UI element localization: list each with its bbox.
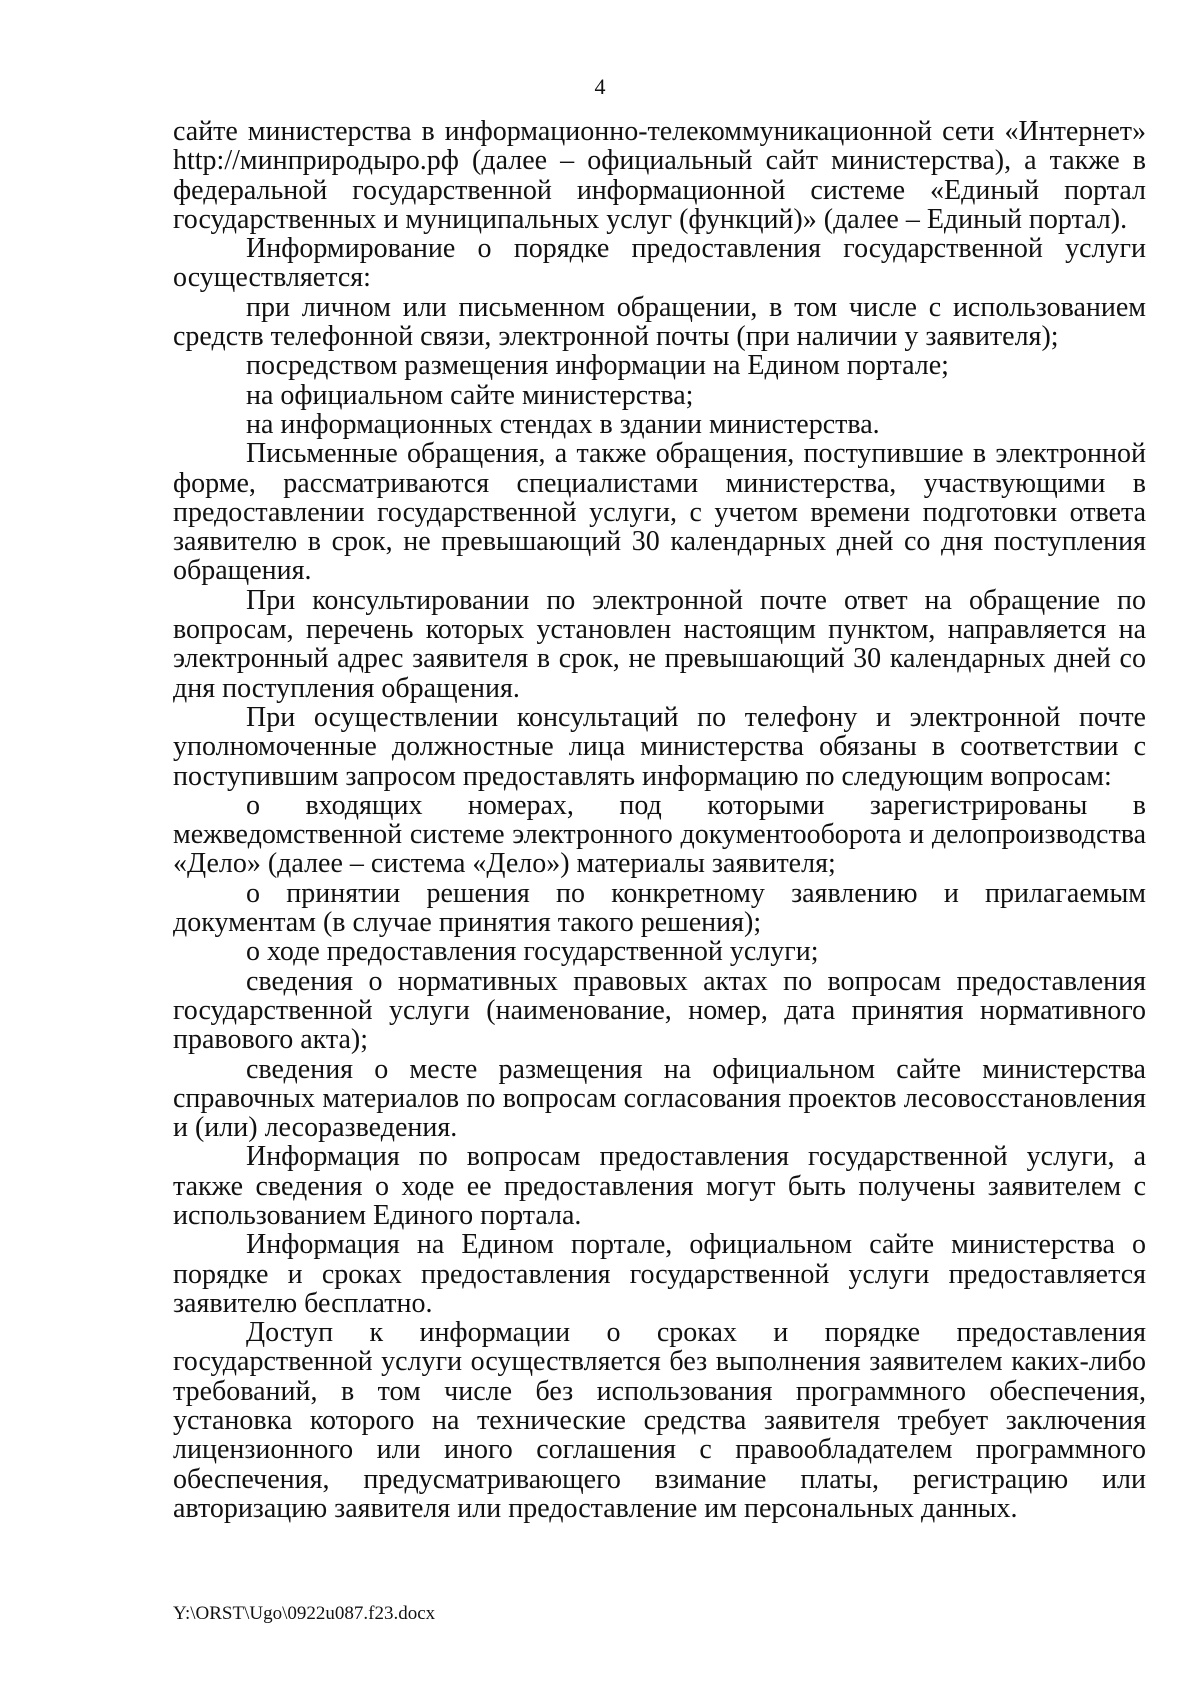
- document-body: [173, 117, 1146, 1523]
- paragraph-informing-personal: при личном или письменном обращении, в том числе с использованием средств телефонной связи, электронной почты (при наличии у заявителя);: [173, 291, 1146, 353]
- paragraph-legal-acts: сведения о нормативных правовых актах по вопросам предоставления государственной услуги (наименование, номер, дата принятия нормативного правового акта);: [173, 965, 1146, 1056]
- footer-file-path: Y:\ORST\Ugo\0922u087.f23.docx: [173, 1603, 436, 1624]
- paragraph-informing-stands: на информационных стендах в здании министерства.: [246, 408, 880, 440]
- paragraph-email-consulting: При консультировании по электронной почте ответ на обращение по вопросам, перечень которых установлен настоящим пунктом, направляется на электронный адрес заявителя в срок, не превышающий 30 календарных дней со дня поступления обращения.: [173, 584, 1146, 704]
- paragraph-portal-info: Информация по вопросам предоставления государственной услуги, а также сведения о ходе ее предоставления могут быть получены заявителем с использованием Единого портала.: [173, 1141, 1146, 1231]
- page-number: 4: [594, 74, 606, 99]
- paragraph-free-info: Информация на Едином портале, официальном сайте министерства о порядке и сроках предоставления государственной услуги предоставляется заявителю бесплатно.: [173, 1229, 1146, 1319]
- paragraph-progress: о ходе предоставления государственной услуги;: [246, 936, 819, 968]
- paragraph-informing-site: на официальном сайте министерства;: [246, 379, 694, 411]
- paragraph-informing-intro: Информирование о порядке предоставления государственной услуги осуществляется:: [173, 233, 1146, 294]
- paragraph-phone-consulting: При осуществлении консультаций по телефону и электронной почте уполномоченные должностные лица министерства обязаны в соответствии с поступившим запросом предоставлять информацию по следующим вопросам:: [173, 701, 1146, 792]
- paragraph-reference-materials: сведения о месте размещения на официальном сайте министерства справочных материалов по вопросам согласования проектов лесовосстановления и (или) лесоразведения.: [173, 1053, 1146, 1144]
- paragraph-decision: о принятии решения по конкретному заявлению и прилагаемым документам (в случае принятия такого решения);: [173, 877, 1146, 939]
- paragraph-access: Доступ к информации о сроках и порядке предоставления государственной услуги осуществляется без выполнения заявителем каких-либо требований, в том числе без использования программного обеспечения, установка которого на технические средства заявителя требует заключения лицензионного или иного соглашения с правообладателем программного обеспечения, предусматривающего взимание платы, регистрацию или авторизацию заявителя или предоставление им персональных данных.: [173, 1317, 1146, 1524]
- paragraph-written-requests: Письменные обращения, а также обращения, поступившие в электронной форме, рассматриваются специалистами министерства, участвующими в предоставлении государственной услуги, с учетом времени подготовки ответа заявителю в срок, не превышающий 30 календарных дней со дня поступления обращения.: [173, 438, 1146, 587]
- paragraph-incoming-numbers: о входящих номерах, под которыми зарегистрированы в межведомственной системе электронного документооборота и делопроизводства «Дело» (далее – система «Дело») материалы заявителя;: [173, 789, 1146, 880]
- paragraph-site-reference: сайте министерства в информационно-телекоммуникационной сети «Интернет» http://минприродыро.рф (далее – официальный сайт министерства), а также в федеральной государственной информационной системе «Единый портал государственных и муниципальных услуг (функций)» (далее – Единый портал).: [173, 116, 1146, 235]
- paragraph-informing-portal: посредством размещения информации на Едином портале;: [246, 350, 949, 382]
